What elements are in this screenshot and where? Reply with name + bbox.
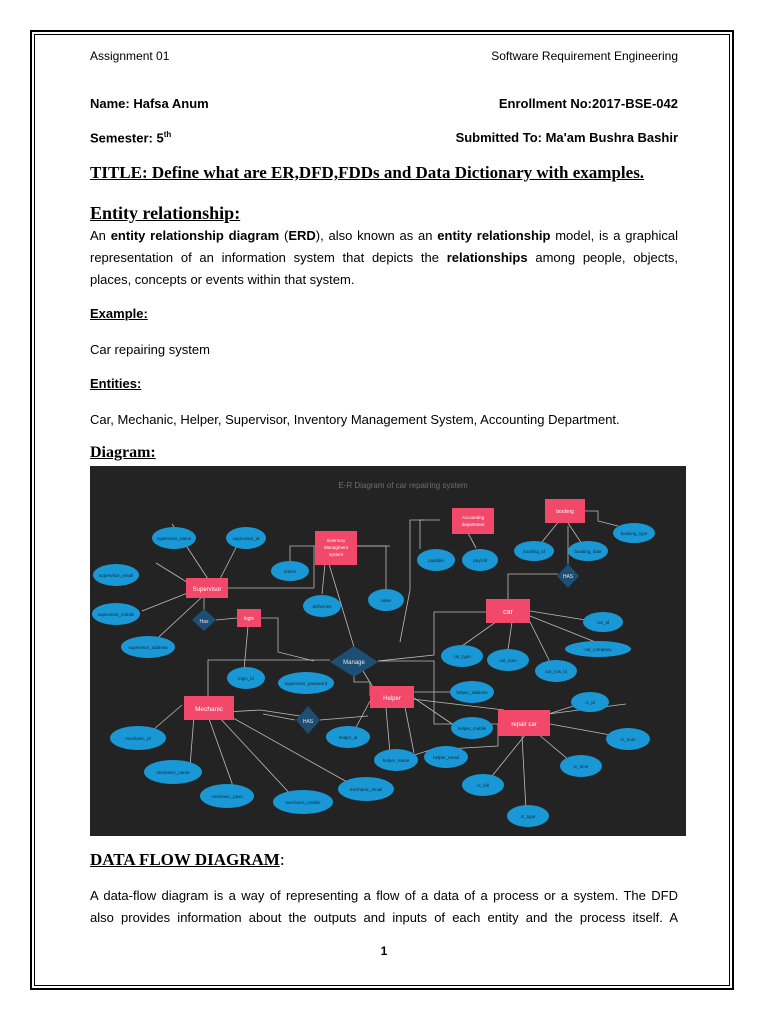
erd-paragraph-line3: places, concepts or events within that system. <box>90 272 355 287</box>
svg-text:mechanic_pass: mechanic_pass <box>211 794 243 799</box>
example-text: Car repairing system <box>90 342 210 357</box>
svg-text:mechanic_id: mechanic_id <box>125 736 151 741</box>
svg-text:car_type: car_type <box>453 654 471 659</box>
svg-text:mechanic_email: mechanic_email <box>349 787 383 792</box>
page-number: 1 <box>380 944 388 958</box>
semester-text: Semester: 5 <box>90 130 164 146</box>
page-title: TITLE: Define what are ER,DFD,FDDs and Data Dictionary with examples. <box>90 163 645 182</box>
example-label: Example: <box>90 306 148 321</box>
svg-text:helper_mobile: helper_mobile <box>457 726 487 731</box>
svg-text:Managment: Managment <box>324 545 348 550</box>
svg-text:Helper: Helper <box>383 696 401 702</box>
submitted-to: Submitted To: Ma'am Bushra Bashir <box>455 130 678 145</box>
er-diagram-title: E-R Diagram of car repairing system <box>338 481 468 490</box>
svg-text:Inventory: Inventory <box>326 538 346 543</box>
svg-text:repair car: repair car <box>511 722 537 728</box>
header-left: Assignment 01 <box>90 49 170 63</box>
svg-text:rc_time: rc_time <box>573 764 589 769</box>
svg-text:login: login <box>243 616 255 622</box>
svg-text:supervisor_id: supervisor_id <box>232 536 260 541</box>
svg-text:rc_num: rc_num <box>620 737 636 742</box>
header-right: Software Requirement Engineering <box>491 49 678 63</box>
svg-text:booking_type: booking_type <box>620 531 648 536</box>
svg-text:booking_date: booking_date <box>574 549 602 554</box>
svg-text:Mechanic: Mechanic <box>195 706 223 713</box>
svg-text:booking_id: booking_id <box>523 549 545 554</box>
er-diagram <box>90 466 686 836</box>
svg-text:car_cus_id: car_cus_id <box>545 669 567 674</box>
svg-text:car_num: car_num <box>499 658 517 663</box>
relationship-has-mechanic: HAS <box>302 719 314 725</box>
dfd-heading-colon: : <box>279 850 285 869</box>
svg-text:helper_name: helper_name <box>382 758 410 763</box>
dfd-paragraph-line1: A data-flow diagram is a way of representing a flow of a data of a process or a system. The DFD <box>90 888 678 903</box>
entities-text: Car, Mechanic, Helper, Supervisor, Inventory Management System, Accounting Department. <box>90 412 620 427</box>
svg-text:payroll: payroll <box>473 558 487 563</box>
svg-text:rc_id: rc_id <box>585 700 595 705</box>
svg-text:sales: sales <box>380 598 392 603</box>
svg-text:rc_type: rc_type <box>520 814 536 819</box>
erd-heading: Entity relationship: <box>90 203 241 223</box>
dfd-paragraph-line2: also provides information about the outputs and inputs of each entity and the process itself. A <box>90 910 678 925</box>
svg-text:Supervisor: Supervisor <box>192 587 222 593</box>
relationship-manage: Manage <box>343 660 365 666</box>
dfd-heading: DATA FLOW DIAGRAM <box>90 850 280 869</box>
svg-text:system: system <box>328 552 344 557</box>
erd-paragraph-line2: representation of an information system that depicts the relationships among people, objects, <box>90 250 678 265</box>
svg-text:mechanic_name: mechanic_name <box>156 770 190 775</box>
svg-text:car: car <box>503 609 513 616</box>
svg-text:mechanic_mobile: mechanic_mobile <box>285 800 321 805</box>
svg-text:payable: payable <box>428 558 444 563</box>
semester-superscript: th <box>163 130 172 139</box>
svg-text:supervisor_password: supervisor_password <box>284 681 328 686</box>
relationship-has-booking: HAS <box>562 574 574 580</box>
entity-accounting-department <box>452 508 494 534</box>
svg-text:login_id: login_id <box>238 676 254 681</box>
svg-text:booking: booking <box>556 509 574 515</box>
student-name: Name: Hafsa Anum <box>90 96 209 111</box>
relationship-has-supervisor: Has <box>199 619 209 625</box>
svg-text:helper_address: helper_address <box>456 690 488 695</box>
svg-text:supervisor_address: supervisor_address <box>128 645 168 650</box>
svg-text:car_id: car_id <box>596 620 610 625</box>
svg-text:helper_id: helper_id <box>338 735 358 740</box>
svg-text:car_company: car_company <box>584 647 612 652</box>
entities-label: Entities: <box>90 376 142 391</box>
svg-text:rc_bill: rc_bill <box>477 783 489 788</box>
enrollment-number: Enrollment No:2017-BSE-042 <box>498 96 678 111</box>
diagram-label: Diagram: <box>90 444 156 461</box>
dfd-heading-wrap <box>90 850 285 870</box>
semester <box>90 130 171 145</box>
svg-text:orders: orders <box>283 569 297 574</box>
svg-text:department: department <box>461 522 485 527</box>
svg-text:Accounting: Accounting <box>461 515 485 520</box>
svg-text:supervisor_mobile: supervisor_mobile <box>97 612 135 617</box>
erd-paragraph-line1: An entity relationship diagram (ERD), also known as an entity relationship model, is a graphical <box>90 228 678 243</box>
svg-text:supervisor_name: supervisor_name <box>156 536 192 541</box>
svg-text:deliveries: deliveries <box>312 604 332 609</box>
svg-text:supervisor_email: supervisor_email <box>98 573 134 578</box>
svg-text:helper_email: helper_email <box>433 755 459 760</box>
